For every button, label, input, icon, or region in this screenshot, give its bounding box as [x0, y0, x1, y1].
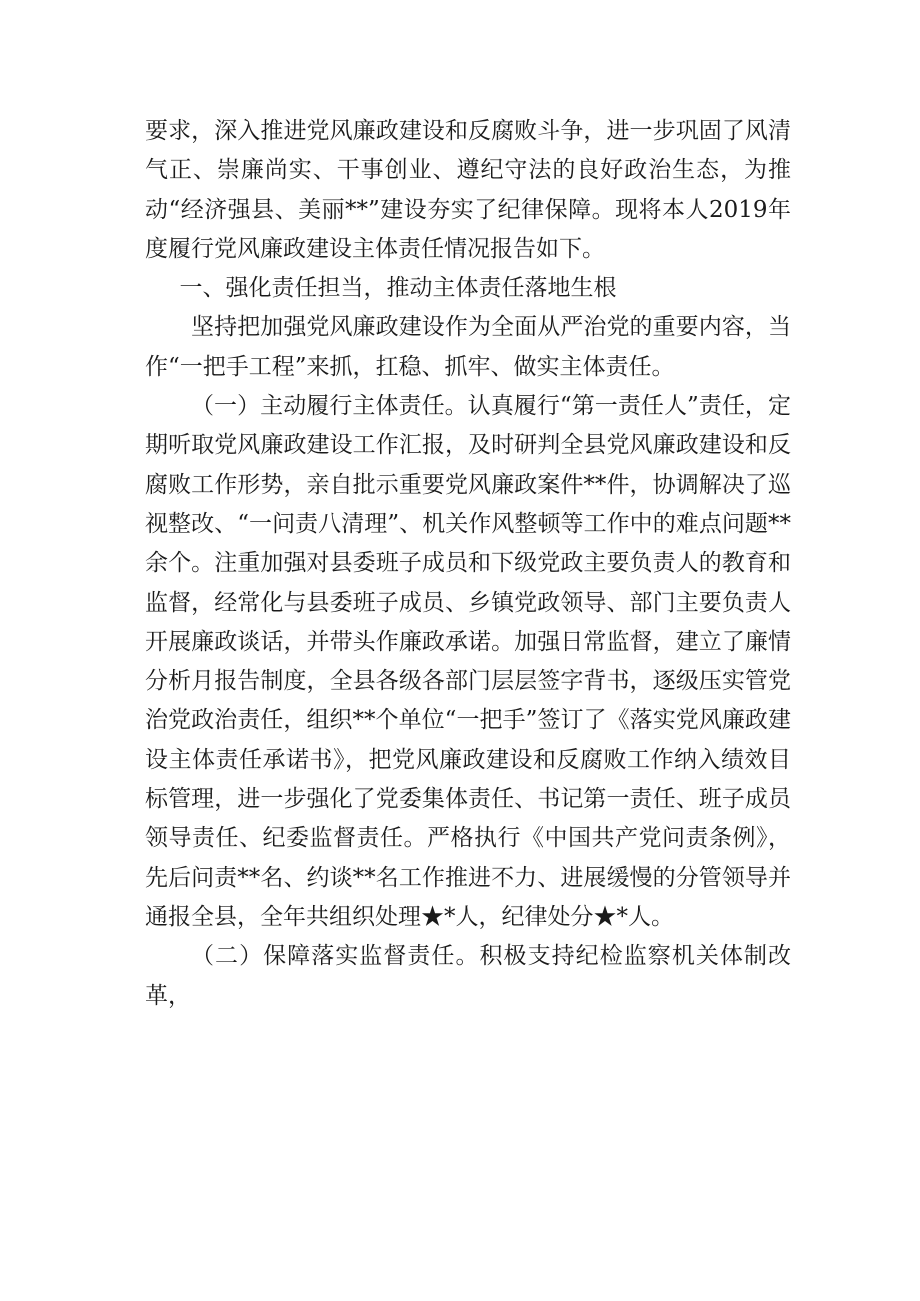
paragraph-subsection-2: （二）保障落实监督责任。积极支持纪检监察机关体制改革， [145, 943, 791, 1009]
paragraph-continuation: 要求，深入推进党风廉政建设和反腐败斗争，进一步巩固了风清气正、崇廉尚实、干事创业、遵纪守法的良好政治生态，为推动“经济强县、美丽**”建设夯实了纪律保障。现将本人2019年度履行党风廉政建设主体责任情况报告如下。 [145, 118, 791, 262]
paragraph-intro: 坚持把加强党风廉政建设作为全面从严治党的重要内容，当作“一把手工程”来抓，扛稳、抓牢、做实主体责任。 [145, 314, 791, 380]
paragraph-subsection-1: （一）主动履行主体责任。认真履行“第一责任人”责任，定期听取党风廉政建设工作汇报，及时研判全县党风廉政建设和反腐败工作形势，亲自批示重要党风廉政案件**件，协调解决了巡视整改、“一问责八清理”、机关作风整顿等工作中的难点问题**余个。注重加强对县委班子成员和下级党政主要负责人的教育和监督，经常化与县委班子成员、乡镇党政领导、部门主要负责人开展廉政谈话，并带头作廉政承诺。加强日常监督，建立了廉情分析月报告制度，全县各级各部门层层签字背书，逐级压实管党治党政治责任，组织**个单位“一把手”签订了《落实党风廉政建设主体责任承诺书》，把党风廉政建设和反腐败工作纳入绩效目标管理，进一步强化了党委集体责任、书记第一责任、班子成员领导责任、纪委监督责任。严格执行《中国共产党问责条例》，先后问责**名、约谈**名工作推进不力、进展缓慢的分管领导并通报全县，全年共组织处理★*人，纪律处分★*人。 [145, 393, 791, 930]
document-body [145, 112, 791, 1016]
section-heading: 一、强化责任担当，推动主体责任落地生根 [179, 275, 617, 302]
